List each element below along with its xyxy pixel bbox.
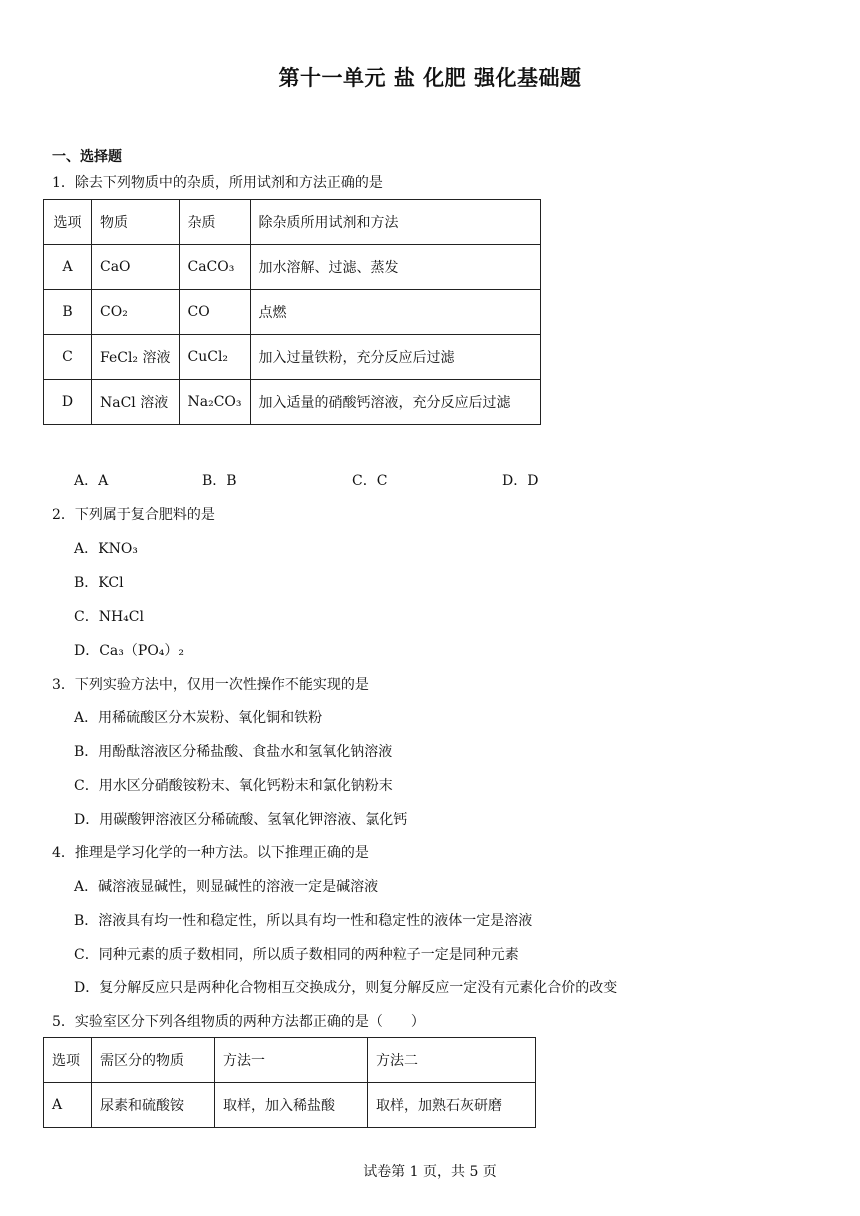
page-title: 第十一单元 盐 化肥 强化基础题 bbox=[278, 66, 582, 90]
question-4-option-c[interactable]: C．同种元素的质子数相同，所以质子数相同的两种粒子一定是同种元素 bbox=[74, 947, 519, 963]
section-heading: 一、选择题 bbox=[52, 149, 122, 165]
method-cell: 点燃 bbox=[250, 290, 540, 335]
method-one-cell: 取样，加入稀盐酸 bbox=[215, 1083, 368, 1128]
question-3-option-d[interactable]: D．用碳酸钾溶液区分稀硫酸、氢氧化钾溶液、氯化钙 bbox=[74, 812, 408, 828]
table-header-cell: 选项 bbox=[44, 1038, 92, 1083]
impurity-cell: CaCO₃ bbox=[179, 245, 250, 290]
table-header-row bbox=[44, 1038, 536, 1083]
question-2-option-d[interactable]: D．Ca₃（PO₄）₂ bbox=[74, 643, 185, 659]
substance-cell: FeCl₂ 溶液 bbox=[92, 335, 180, 380]
question-3-option-c[interactable]: C．用水区分硝酸铵粉末、氧化钙粉末和氯化钠粉末 bbox=[74, 778, 393, 794]
substance-cell: NaCl 溶液 bbox=[92, 380, 180, 425]
table-header-row bbox=[44, 200, 541, 245]
question-4-stem: 4．推理是学习化学的一种方法。以下推理正确的是 bbox=[52, 845, 369, 861]
table-header-cell: 需区分的物质 bbox=[92, 1038, 215, 1083]
option-cell: A bbox=[44, 245, 92, 290]
substance-cell: 尿素和硫酸铵 bbox=[92, 1083, 215, 1128]
option-cell: A bbox=[44, 1083, 92, 1128]
question-1-stem: 1．除去下列物质中的杂质，所用试剂和方法正确的是 bbox=[52, 175, 383, 191]
table-row bbox=[44, 1083, 536, 1128]
option-cell: D bbox=[44, 380, 92, 425]
table-header-cell: 方法一 bbox=[215, 1038, 368, 1083]
method-cell: 加水溶解、过滤、蒸发 bbox=[250, 245, 540, 290]
substance-cell: CaO bbox=[92, 245, 180, 290]
option-cell: B bbox=[44, 290, 92, 335]
impurity-cell: CuCl₂ bbox=[179, 335, 250, 380]
table-header-cell: 选项 bbox=[44, 200, 92, 245]
question-2-option-c[interactable]: C．NH₄Cl bbox=[74, 609, 144, 625]
question-5-stem: 5．实验室区分下列各组物质的两种方法都正确的是（ ） bbox=[52, 1014, 425, 1030]
table-header-cell: 杂质 bbox=[179, 200, 250, 245]
question-1-choice-b[interactable]: B．B bbox=[202, 473, 237, 489]
question-3-option-a[interactable]: A．用稀硫酸区分木炭粉、氧化铜和铁粉 bbox=[74, 710, 323, 726]
question-3-stem: 3．下列实验方法中，仅用一次性操作不能实现的是 bbox=[52, 677, 369, 693]
question-1-choice-a[interactable]: A．A bbox=[74, 473, 109, 489]
method-cell: 加入适量的硝酸钙溶液，充分反应后过滤 bbox=[250, 380, 540, 425]
question-4-option-b[interactable]: B．溶液具有均一性和稳定性，所以具有均一性和稳定性的液体一定是溶液 bbox=[74, 913, 533, 929]
question-1-table bbox=[43, 199, 541, 425]
table-row bbox=[44, 290, 541, 335]
question-2-option-a[interactable]: A．KNO₃ bbox=[74, 541, 138, 557]
question-2-stem: 2．下列属于复合肥料的是 bbox=[52, 507, 215, 523]
question-5-table bbox=[43, 1037, 536, 1128]
question-4-option-a[interactable]: A．碱溶液显碱性，则显碱性的溶液一定是碱溶液 bbox=[74, 879, 379, 895]
table-header-cell: 物质 bbox=[92, 200, 180, 245]
method-two-cell: 取样，加熟石灰研磨 bbox=[368, 1083, 536, 1128]
table-row bbox=[44, 245, 541, 290]
question-1-choice-d[interactable]: D．D bbox=[502, 473, 539, 489]
page-footer: 试卷第 1 页，共 5 页 bbox=[363, 1164, 497, 1180]
option-cell: C bbox=[44, 335, 92, 380]
table-header-cell: 方法二 bbox=[368, 1038, 536, 1083]
question-2-option-b[interactable]: B．KCl bbox=[74, 575, 124, 591]
question-3-option-b[interactable]: B．用酚酞溶液区分稀盐酸、食盐水和氢氧化钠溶液 bbox=[74, 744, 393, 760]
question-1-choice-c[interactable]: C．C bbox=[352, 473, 388, 489]
question-4-option-d[interactable]: D．复分解反应只是两种化合物相互交换成分，则复分解反应一定没有元素化合价的改变 bbox=[74, 980, 618, 996]
table-row bbox=[44, 335, 541, 380]
table-row bbox=[44, 380, 541, 425]
method-cell: 加入过量铁粉，充分反应后过滤 bbox=[250, 335, 540, 380]
impurity-cell: Na₂CO₃ bbox=[179, 380, 250, 425]
substance-cell: CO₂ bbox=[92, 290, 180, 335]
table-header-cell: 除杂质所用试剂和方法 bbox=[250, 200, 540, 245]
impurity-cell: CO bbox=[179, 290, 250, 335]
